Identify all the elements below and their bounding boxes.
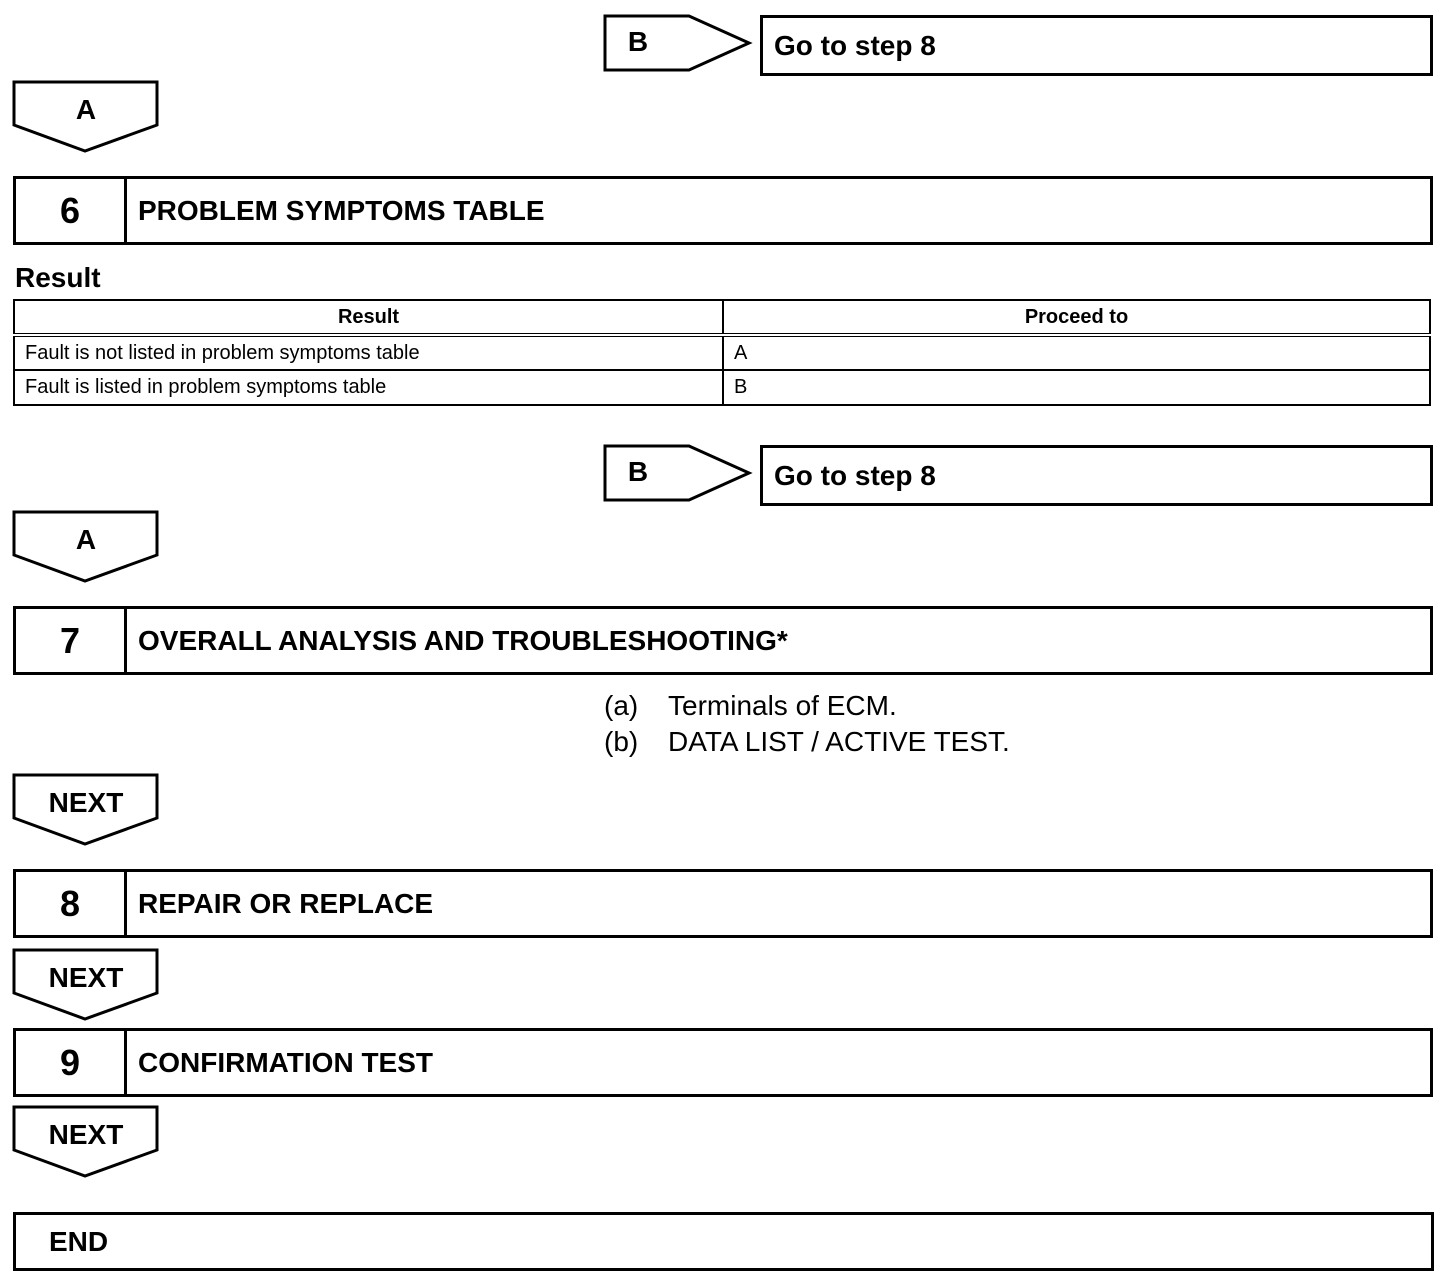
- step-8-header: [13, 869, 1433, 938]
- step-9-header: [13, 1028, 1433, 1097]
- next-label: NEXT: [48, 962, 124, 993]
- step-title: CONFIRMATION TEST: [138, 1046, 434, 1078]
- step-number: 7: [16, 609, 127, 672]
- result-heading: Result: [15, 262, 101, 293]
- table-row: [14, 335, 1430, 370]
- table-header-row: [14, 300, 1430, 335]
- column-header-proceed-to: Proceed to: [723, 300, 1430, 335]
- branch-b-label: B: [627, 456, 649, 487]
- note-mark: (a): [604, 690, 639, 721]
- step-number: 9: [16, 1031, 127, 1094]
- result-cell: Fault is not listed in problem symptoms table: [14, 335, 723, 370]
- step-title: REPAIR OR REPLACE: [138, 887, 434, 919]
- step-6-header: [13, 176, 1433, 245]
- note-mark: (b): [604, 726, 639, 757]
- proceed-cell: B: [723, 370, 1430, 405]
- step-7-header: [13, 606, 1433, 675]
- step-number: 8: [16, 872, 127, 935]
- branch-b-label: B: [627, 26, 649, 57]
- result-table: [13, 299, 1431, 406]
- note-item: [604, 690, 897, 722]
- note-text: DATA LIST / ACTIVE TEST.: [668, 726, 1010, 757]
- note-text: Terminals of ECM.: [668, 690, 897, 721]
- branch-a-label: A: [75, 94, 97, 125]
- go-to-step-8-box: Go to step 8: [760, 445, 1433, 506]
- branch-a-label: A: [75, 524, 97, 555]
- go-to-step-8-box: Go to step 8: [760, 15, 1433, 76]
- step-title: OVERALL ANALYSIS AND TROUBLESHOOTING*: [138, 624, 788, 656]
- step-title: PROBLEM SYMPTOMS TABLE: [138, 194, 545, 226]
- table-row: [14, 370, 1430, 405]
- step-number: 6: [16, 179, 127, 242]
- next-label: NEXT: [48, 787, 124, 818]
- result-cell: Fault is listed in problem symptoms table: [14, 370, 723, 405]
- end-box: END: [13, 1212, 1434, 1271]
- note-item: [604, 726, 1010, 758]
- column-header-result: Result: [14, 300, 723, 335]
- proceed-cell: A: [723, 335, 1430, 370]
- next-label: NEXT: [48, 1119, 124, 1150]
